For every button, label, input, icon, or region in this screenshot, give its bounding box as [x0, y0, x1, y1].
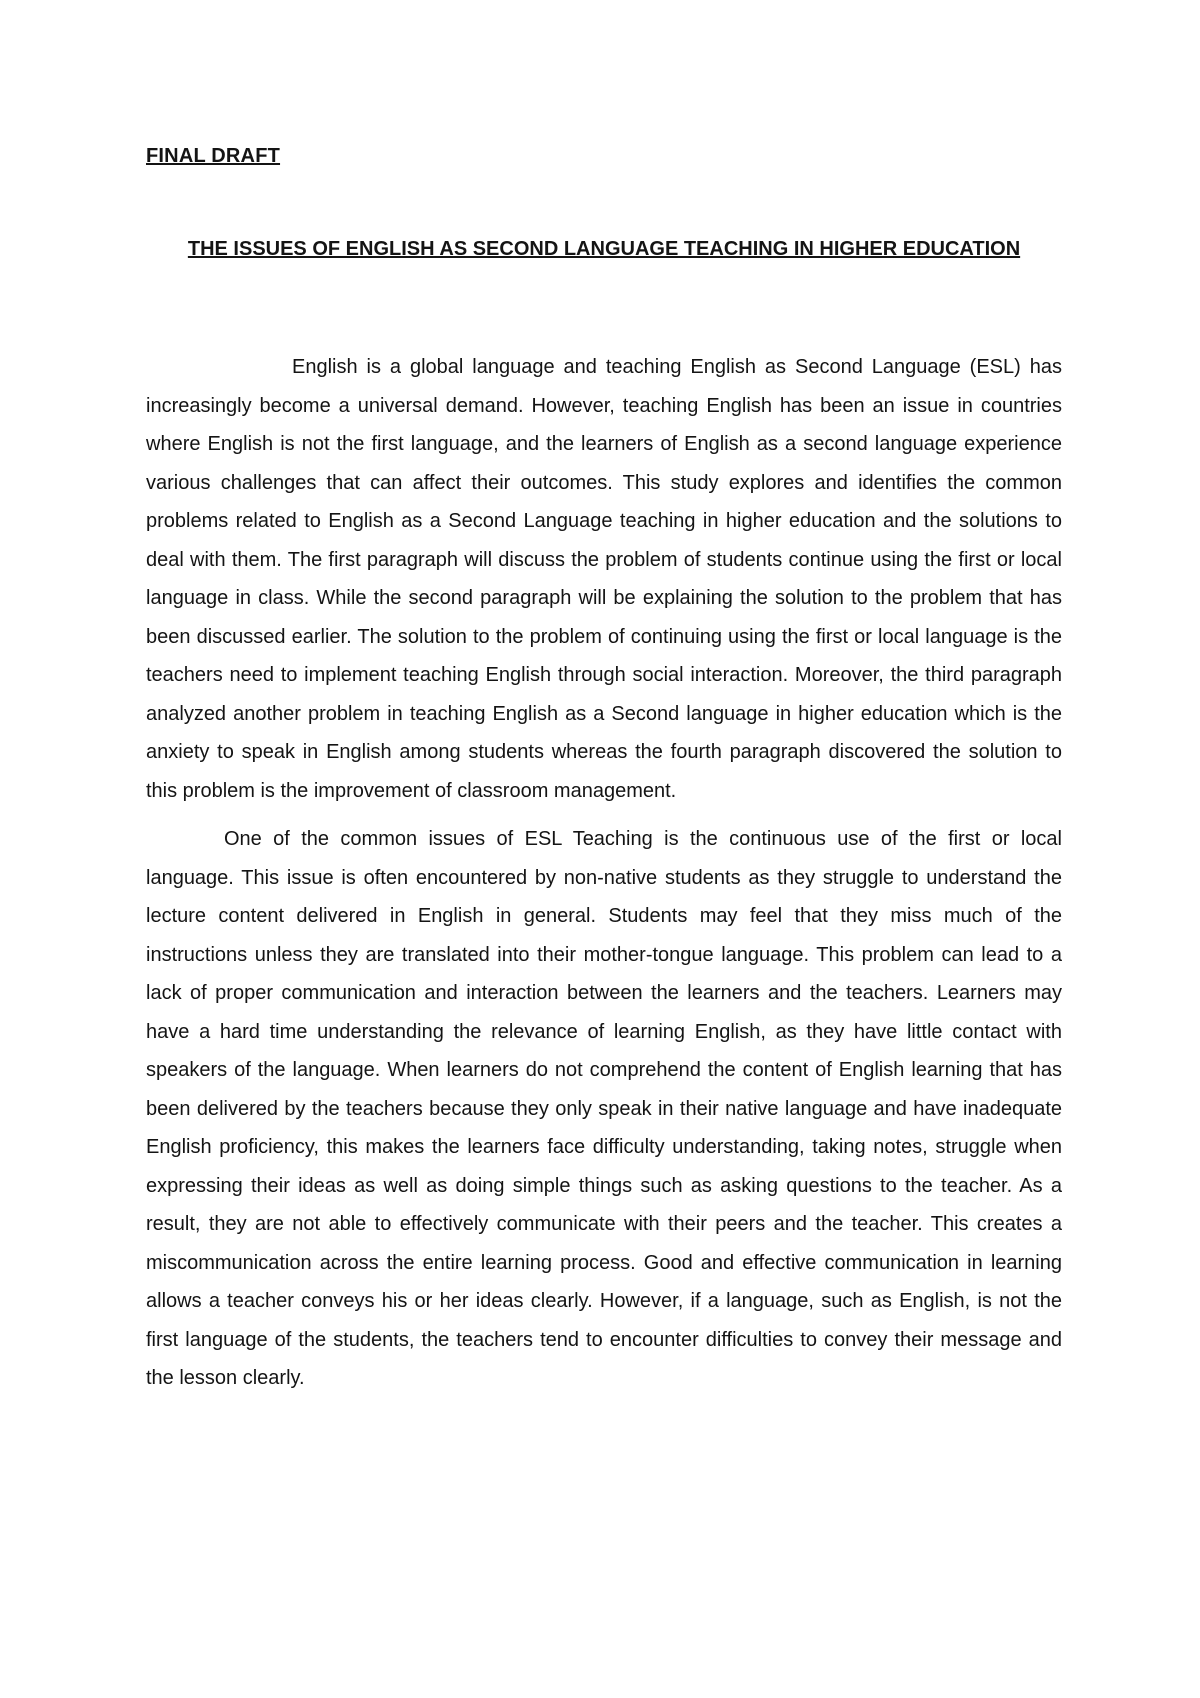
draft-label: FINAL DRAFT — [146, 145, 281, 167]
page-title: THE ISSUES OF ENGLISH AS SECOND LANGUAGE TEACHING IN HIGHER EDUCATION — [187, 238, 1021, 260]
body-paragraph-2: One of the common issues of ESL Teaching is the continuous use of the first or local language. This issue is often encountered by non-native students as they struggle to understand the lecture content delivered in English in general. Students may feel that they miss much of the instructions unless they are translated into their mother-tongue language. This problem can lead to a lack of proper communication and interaction between the learners and the teachers. Learners may have a hard time understanding the relevance of learning English, as they have little contact with speakers of the language. When learners do not comprehend the content of English learning that has been delivered by the teachers because they only speak in their native language and have inadequate English proficiency, this makes the learners face difficulty understanding, taking notes, struggle when expressing their ideas as well as doing simple things such as asking questions to the teacher. As a result, they are not able to effectively communicate with their peers and the teacher. This creates a miscommunication across the entire learning process. Good and effective communication in learning allows a teacher conveys his or her ideas clearly. However, if a language, such as English, is not the first language of the students, the teachers tend to encounter difficulties to convey their message and the lesson clearly. — [146, 828, 1062, 1389]
body-paragraph-1: English is a global language and teaching English as Second Language (ESL) has increasingly become a universal demand. However, teaching English has been an issue in countries where English is not the first language, and the learners of English as a second language experience various challenges that can affect their outcomes. This study explores and identifies the common problems related to English as a Second Language teaching in higher education and the solutions to deal with them. The first paragraph will discuss the problem of students continue using the first or local language in class. While the second paragraph will be explaining the solution to the problem that has been discussed earlier. The solution to the problem of continuing using the first or local language is the teachers need to implement teaching English through social interaction. Moreover, the third paragraph analyzed another problem in teaching English as a Second language in higher education which is the anxiety to speak in English among students whereas the fourth paragraph discovered the solution to this problem is the improvement of classroom management. — [146, 356, 1062, 802]
document-body — [146, 348, 1062, 1398]
